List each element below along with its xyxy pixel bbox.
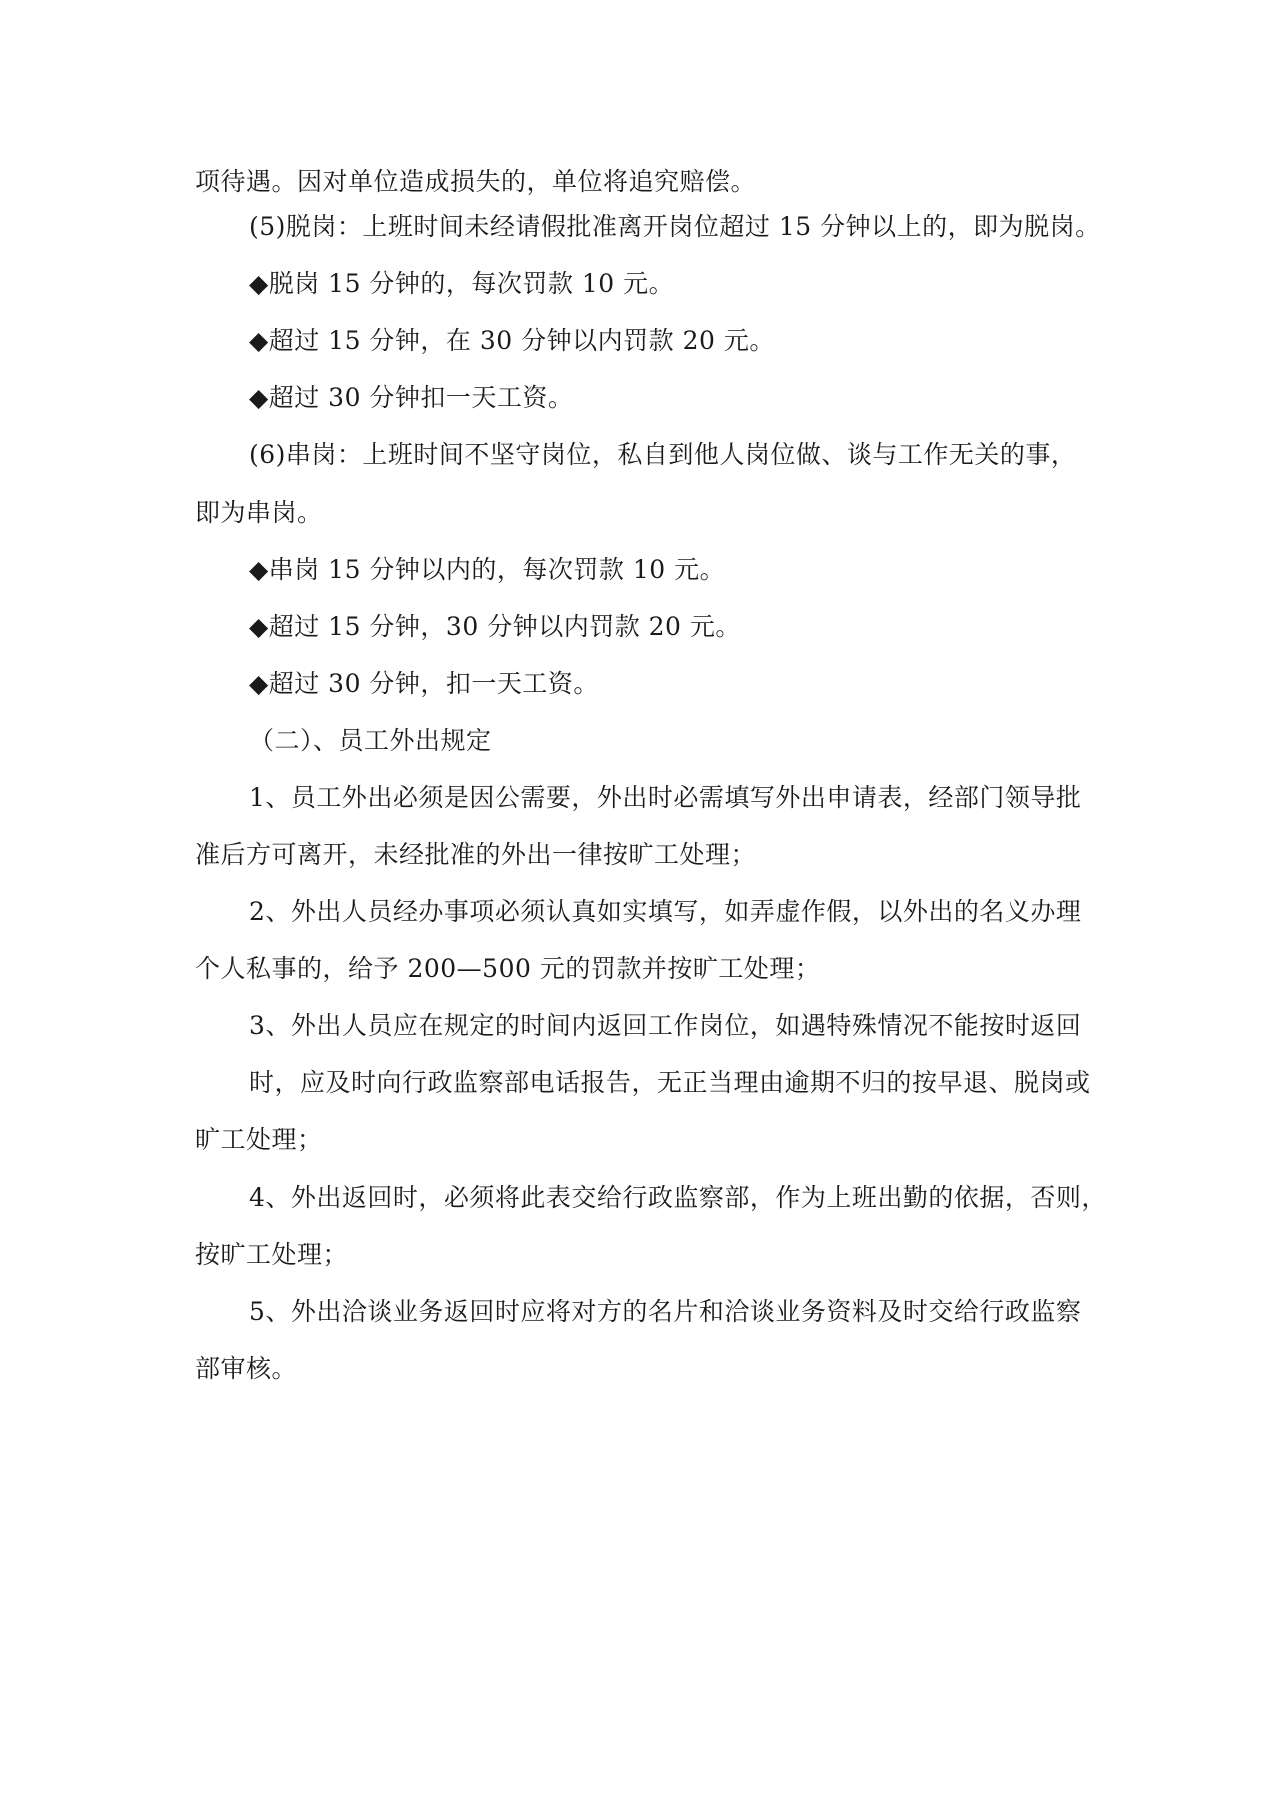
text-line-post-wandering-rule-1: ◆串岗 15 分钟以内的，每次罚款 10 元。	[249, 555, 726, 584]
text-line-post-wandering-definition-cont: 即为串岗。	[195, 498, 323, 527]
text-line-outing-rule-3: 3、外出人员应在规定的时间内返回工作岗位，如遇特殊情况不能按时返回	[249, 1011, 1082, 1040]
text-line-outing-rule-5: 5、外出洽谈业务返回时应将对方的名片和洽谈业务资料及时交给行政监察	[249, 1297, 1082, 1326]
text-line-leaving-post-rule-1: ◆脱岗 15 分钟的，每次罚款 10 元。	[249, 269, 675, 298]
text-line-post-wandering-definition: (6)串岗：上班时间不坚守岗位，私自到他人岗位做、谈与工作无关的事，	[249, 440, 1077, 469]
text-line-leaving-post-rule-3: ◆超过 30 分钟扣一天工资。	[249, 383, 574, 412]
text-line-outing-rule-3-cont: 时，应及时向行政监察部电话报告，无正当理由逾期不归的按早退、脱岗或	[249, 1068, 1091, 1097]
text-line-outing-rule-4: 4、外出返回时，必须将此表交给行政监察部，作为上班出勤的依据，否则，	[249, 1183, 1107, 1212]
text-line-outing-rule-1: 1、员工外出必须是因公需要，外出时必需填写外出申请表，经部门领导批	[249, 783, 1082, 812]
text-line-compensation: 项待遇。因对单位造成损失的，单位将追究赔偿。	[195, 167, 757, 196]
text-line-outing-rule-1-cont: 准后方可离开，未经批准的外出一律按旷工处理；	[195, 840, 757, 869]
text-line-leaving-post-rule-2: ◆超过 15 分钟，在 30 分钟以内罚款 20 元。	[249, 326, 775, 355]
text-line-outing-rule-2: 2、外出人员经办事项必须认真如实填写，如弄虚作假，以外出的名义办理	[249, 897, 1082, 926]
text-line-post-wandering-rule-2: ◆超过 15 分钟，30 分钟以内罚款 20 元。	[249, 612, 741, 641]
section-heading-outing-rules: （二）、员工外出规定	[249, 726, 492, 755]
text-line-post-wandering-rule-3: ◆超过 30 分钟，扣一天工资。	[249, 669, 599, 698]
text-line-outing-rule-5-cont: 部审核。	[195, 1354, 298, 1383]
text-line-outing-rule-3-end: 旷工处理；	[195, 1125, 323, 1154]
text-line-outing-rule-2-cont: 个人私事的，给予 200—500 元的罚款并按旷工处理；	[195, 954, 821, 983]
text-line-leaving-post-definition: (5)脱岗：上班时间未经请假批准离开岗位超过 15 分钟以上的，即为脱岗。	[249, 212, 1101, 241]
text-line-outing-rule-4-cont: 按旷工处理；	[195, 1240, 349, 1269]
